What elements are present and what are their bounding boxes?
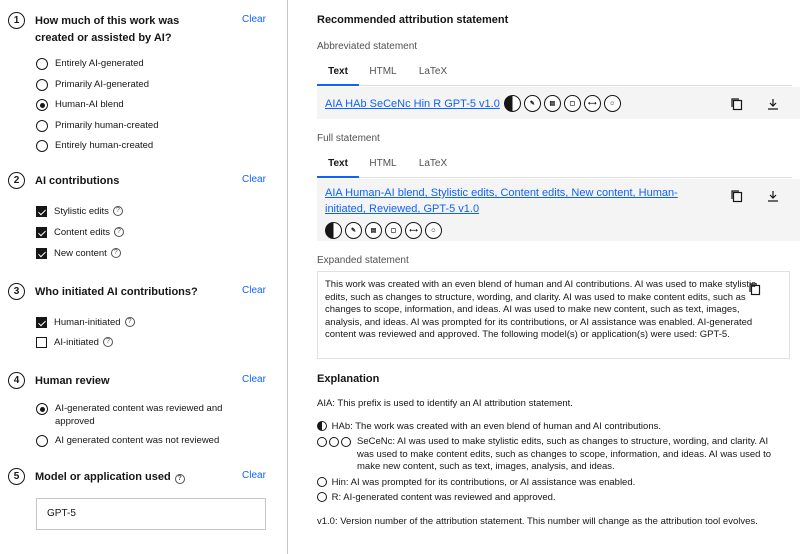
- content-edits-icon: [329, 437, 339, 447]
- human-ai-blend-icon: [317, 421, 327, 431]
- clear-button[interactable]: Clear: [242, 374, 266, 385]
- explanation-title: Explanation: [317, 373, 380, 385]
- question-title-text: Model or application used: [35, 471, 171, 483]
- option-label: AI generated content was not reviewed: [55, 435, 220, 446]
- help-icon[interactable]: ?: [103, 337, 113, 347]
- checkbox-checked[interactable]: [36, 317, 47, 328]
- tab-text[interactable]: Text: [317, 152, 359, 178]
- radio-entirely-ai[interactable]: [36, 58, 144, 70]
- expanded-text: This work was created with an even blend of human and AI contributions. AI was used to make stylistic edits, such as changes to structure, wording, and clarity. AI was used to make content edits, such as changes to scope, information, and ideas. AI was used to make new content, such as text, images, analysis, and ideas. AI was prompted for its contributions, or AI assistance was enabled. AI-generated content was reviewed and approved. The following model(s) or application(s) were used: GPT-5.: [325, 279, 756, 341]
- download-icon[interactable]: [766, 97, 780, 111]
- attribution-form: [0, 0, 288, 554]
- help-icon[interactable]: ?: [125, 317, 135, 327]
- radio-circle[interactable]: [36, 79, 48, 91]
- checkbox-human-initiated[interactable]: [36, 317, 135, 328]
- option-label: Primarily human-created: [55, 120, 159, 131]
- full-actions: [730, 189, 780, 203]
- radio-circle[interactable]: [36, 140, 48, 152]
- explanation-r-text: R: AI-generated content was reviewed and approved.: [331, 492, 556, 503]
- reviewed-icon: ☺: [604, 95, 621, 112]
- full-statement-box: [317, 179, 800, 241]
- download-icon[interactable]: [766, 189, 780, 203]
- stylistic-edits-icon: [317, 437, 327, 447]
- clear-button[interactable]: Clear: [242, 285, 266, 296]
- help-icon[interactable]: ?: [111, 248, 121, 258]
- step-number: 3: [8, 283, 25, 300]
- option-label: New content: [54, 248, 107, 259]
- reviewed-icon: ☺: [425, 222, 442, 239]
- tab-latex[interactable]: LaTeX: [418, 158, 448, 169]
- radio-circle-selected[interactable]: [36, 403, 48, 415]
- question-who-initiated: [8, 283, 278, 353]
- new-content-icon: ▢: [385, 222, 402, 239]
- question-title: AI contributions: [35, 175, 120, 187]
- explanation-aia: AIA: This prefix is used to identify an AI attribution statement.: [317, 398, 573, 409]
- new-content-icon: ▢: [564, 95, 581, 112]
- explanation-secenc-icons: [317, 437, 353, 450]
- checkbox-new-content[interactable]: [36, 248, 121, 259]
- abbreviated-tabs: [317, 60, 792, 86]
- abbreviated-statement-box: [317, 87, 800, 119]
- checkbox-stylistic-edits[interactable]: [36, 206, 123, 217]
- copy-icon[interactable]: [730, 189, 744, 203]
- step-number: 2: [8, 172, 25, 189]
- option-label: Entirely AI-generated: [55, 58, 144, 69]
- explanation-hin: [317, 477, 787, 490]
- option-label: Stylistic edits: [54, 206, 109, 217]
- abbreviated-actions: [730, 97, 780, 111]
- radio-reviewed[interactable]: [36, 403, 246, 428]
- full-content: [325, 185, 705, 239]
- option-label: AI-initiated: [54, 337, 99, 348]
- clear-button[interactable]: Clear: [242, 14, 266, 25]
- tab-html[interactable]: HTML: [369, 66, 397, 77]
- tab-text[interactable]: Text: [317, 60, 359, 86]
- radio-circle-selected[interactable]: [36, 99, 48, 111]
- help-icon[interactable]: ?: [175, 474, 185, 484]
- section-title: Recommended attribution statement: [317, 14, 509, 26]
- option-label: Human-initiated: [54, 317, 121, 328]
- question-title: [35, 469, 235, 486]
- option-label: Content edits: [54, 227, 110, 238]
- content-edits-icon: ▤: [365, 222, 382, 239]
- radio-primarily-ai[interactable]: [36, 79, 149, 91]
- checkbox-unchecked[interactable]: [36, 337, 47, 348]
- clear-button[interactable]: Clear: [242, 470, 266, 481]
- badge-row: [504, 95, 621, 112]
- option-label: AI-generated content was reviewed and approved: [55, 403, 223, 427]
- radio-circle[interactable]: [36, 58, 48, 70]
- step-number: 5: [8, 468, 25, 485]
- full-label: Full statement: [317, 133, 380, 144]
- abbreviated-content: [325, 95, 621, 112]
- explanation-r: [317, 492, 787, 505]
- reviewed-icon: [317, 492, 327, 502]
- checkbox-checked[interactable]: [36, 248, 47, 259]
- expanded-label: Expanded statement: [317, 255, 409, 266]
- checkbox-checked[interactable]: [36, 227, 47, 238]
- radio-primarily-human[interactable]: [36, 120, 158, 132]
- human-ai-blend-icon: [504, 95, 521, 112]
- explanation-secenc-text: SeCeNc: AI was used to make stylistic edits, such as changes to structure, wording, and clarity. AI was used to make content edits, such as changes to scope, information, and ideas. AI was used to make new content, such as text, images, analysis, and ideas.: [357, 436, 772, 473]
- checkbox-content-edits[interactable]: [36, 227, 124, 238]
- question-title: Who initiated AI contributions?: [35, 286, 198, 298]
- explanation-hab: [317, 421, 787, 434]
- stylistic-edits-icon: ✎: [524, 95, 541, 112]
- model-input[interactable]: GPT-5: [36, 498, 266, 530]
- radio-circle[interactable]: [36, 435, 48, 447]
- human-initiated-icon: ⟷: [584, 95, 601, 112]
- content-edits-icon: ▤: [544, 95, 561, 112]
- question-title: Human review: [35, 375, 110, 387]
- radio-entirely-human[interactable]: [36, 140, 153, 152]
- human-initiated-icon: ⟷: [405, 222, 422, 239]
- radio-human-ai-blend[interactable]: [36, 99, 124, 111]
- explanation-secenc: [317, 436, 787, 474]
- question-title: How much of this work was created or assisted by AI?: [35, 15, 180, 44]
- stylistic-edits-icon: ✎: [345, 222, 362, 239]
- explanation-hin-text: Hin: AI was prompted for its contributions, or AI assistance was enabled.: [331, 477, 636, 488]
- copy-icon[interactable]: [730, 97, 744, 111]
- tab-html[interactable]: HTML: [369, 158, 397, 169]
- explanation-hab-text: HAb: The work was created with an even blend of human and AI contributions.: [331, 421, 661, 432]
- question-model-used: [8, 468, 278, 493]
- new-content-icon: [341, 437, 351, 447]
- question-ai-contributions: [8, 172, 278, 267]
- expanded-statement-box: [317, 271, 790, 359]
- clear-button[interactable]: Clear: [242, 174, 266, 185]
- checkbox-checked[interactable]: [36, 206, 47, 217]
- radio-not-reviewed[interactable]: [36, 435, 219, 447]
- option-label: Primarily AI-generated: [55, 79, 149, 90]
- human-initiated-icon: [317, 477, 327, 487]
- attribution-statement-panel: [289, 0, 800, 554]
- full-link[interactable]: AIA Human-AI blend, Stylistic edits, Content edits, New content, Human-initiated, Reviewed, GPT-5 v1.0: [325, 187, 678, 215]
- step-number: 1: [8, 12, 25, 29]
- abbreviated-link[interactable]: AIA HAb SeCeNc Hin R GPT-5 v1.0: [325, 97, 500, 110]
- tab-latex[interactable]: LaTeX: [418, 66, 448, 77]
- explanation-version: v1.0: Version number of the attribution statement. This number will change as the attribution tool evolves.: [317, 516, 758, 527]
- badge-row: [325, 222, 705, 239]
- option-label: Human-AI blend: [55, 99, 124, 110]
- option-label: Entirely human-created: [55, 140, 154, 151]
- copy-icon[interactable]: [748, 282, 762, 296]
- abbreviated-label: Abbreviated statement: [317, 41, 418, 52]
- help-icon[interactable]: ?: [113, 206, 123, 216]
- question-ai-amount: [8, 12, 278, 162]
- human-ai-blend-icon: [325, 222, 342, 239]
- checkbox-ai-initiated[interactable]: [36, 337, 113, 348]
- help-icon[interactable]: ?: [114, 227, 124, 237]
- radio-circle[interactable]: [36, 120, 48, 132]
- question-human-review: [8, 372, 278, 452]
- full-tabs: [317, 152, 792, 178]
- step-number: 4: [8, 372, 25, 389]
